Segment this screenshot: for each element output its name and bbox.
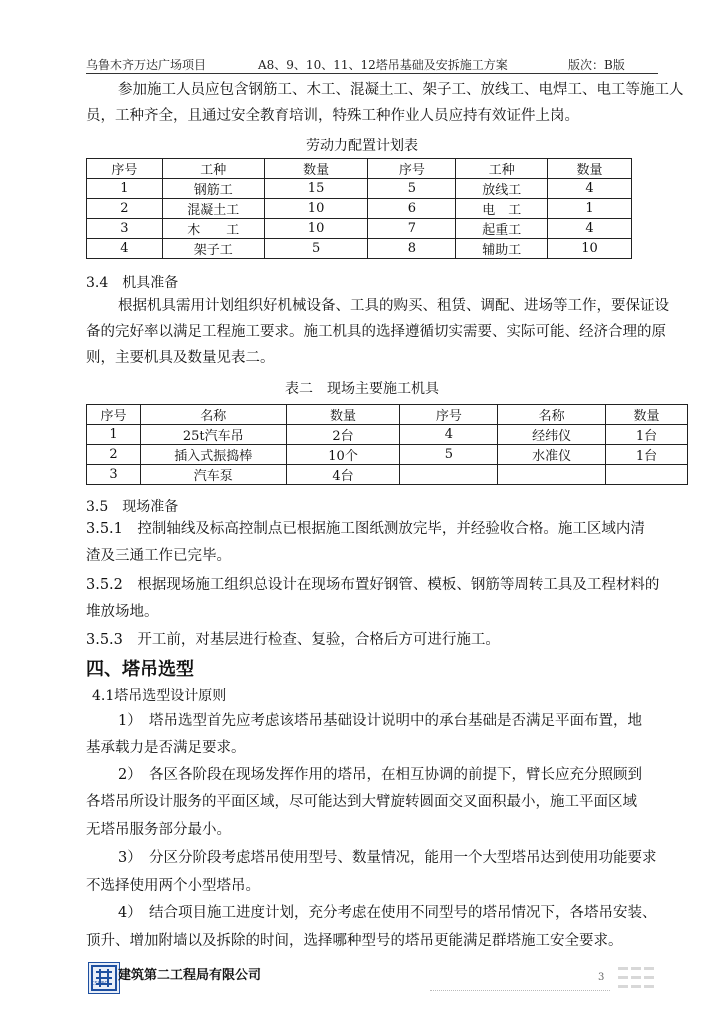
s4-item4-line-1: 4） 结合项目施工进度计划，充分考虑在使用不同型号的塔吊情况下，各塔吊安装、 xyxy=(118,905,657,921)
section-4-1-heading: 4.1塔吊选型设计原则 xyxy=(92,688,227,704)
header-cell: 序号 xyxy=(87,159,163,179)
s4-item2-line-2: 各塔吊所设计服务的平面区域，尽可能达到大臂旋转圆面交叉面积最小，施工平面区域 xyxy=(86,794,637,810)
table-cell: 木 工 xyxy=(162,219,264,239)
labor-header-row xyxy=(87,159,632,179)
intro-line-1: 参加施工人员应包含钢筋工、木工、混凝土工、架子工、放线工、电焊工、电工等施工人 xyxy=(118,82,684,98)
s4-item2-line-3: 无塔吊服务部分最小。 xyxy=(86,822,231,838)
page-number: 3 xyxy=(598,972,605,983)
table-cell: 1台 xyxy=(606,425,688,445)
equipment-row xyxy=(87,425,688,445)
footer-rule xyxy=(430,990,610,991)
s34-line-1: 根据机具需用计划组织好机械设备、工具的购买、租赁、调配、进场等工作，要保证设 xyxy=(118,298,669,314)
table-cell: 钢筋工 xyxy=(162,179,264,199)
equipment-table xyxy=(86,404,688,485)
s35-p1-line-1: 3.5.1 控制轴线及标高控制点已根据施工图纸测放完毕，并经验收合格。施工区域内清 xyxy=(86,521,645,537)
table-cell: 10 xyxy=(264,199,368,219)
footer-company: 建筑第二工程局有限公司 xyxy=(118,968,262,983)
labor-table xyxy=(86,158,632,259)
table-cell: 汽车泵 xyxy=(140,465,286,485)
table-cell: 插入式振捣棒 xyxy=(140,445,286,465)
table-cell: 3 xyxy=(87,219,163,239)
header-doc-title: A8、9、10、11、12塔吊基础及安拆施工方案 xyxy=(258,58,508,72)
table-cell: 放线工 xyxy=(456,179,548,199)
table-cell: 2 xyxy=(87,199,163,219)
s4-item1-line-2: 基承载力是否满足要求。 xyxy=(86,740,246,756)
table-cell: 8 xyxy=(368,239,456,259)
header-cell: 工种 xyxy=(456,159,548,179)
labor-row xyxy=(87,199,632,219)
table-cell: 2台 xyxy=(286,425,400,445)
s4-item2-line-1: 2） 各区各阶段在现场发挥作用的塔吊，在相互协调的前提下，臂长应充分照顾到 xyxy=(118,767,642,783)
logo-text: CSCEC xyxy=(91,981,108,987)
table-cell: 辅助工 xyxy=(456,239,548,259)
header-cell: 数量 xyxy=(286,405,400,425)
table-cell: 5 xyxy=(400,445,498,465)
s35-p1-line-2: 渣及三通工作已完毕。 xyxy=(86,548,231,564)
header-cell: 名称 xyxy=(498,405,606,425)
labor-row xyxy=(87,239,632,259)
table-cell: 1 xyxy=(87,425,141,445)
table-cell xyxy=(606,465,688,485)
table-cell xyxy=(498,465,606,485)
s35-p2-line-1: 3.5.2 根据现场施工组织总设计在现场布置好钢管、模板、钢筋等周转工具及工程材料的 xyxy=(86,577,660,593)
header-cell: 工种 xyxy=(162,159,264,179)
header-cell: 数量 xyxy=(548,159,632,179)
s4-item3-line-2: 不选择使用两个小型塔吊。 xyxy=(86,878,260,894)
equipment-row xyxy=(87,445,688,465)
section-4-title: 四、塔吊选型 xyxy=(86,659,194,680)
s4-item1-line-1: 1） 塔吊选型首先应考虑该塔吊基础设计说明中的承台基础是否满足平面布置，地 xyxy=(118,713,642,729)
table1-caption: 劳动力配置计划表 xyxy=(306,138,418,154)
table2-caption: 表二 现场主要施工机具 xyxy=(285,381,439,397)
labor-row xyxy=(87,179,632,199)
header-project: 乌鲁木齐万达广场项目 xyxy=(86,58,207,72)
table-cell: 1台 xyxy=(606,445,688,465)
header-cell: 数量 xyxy=(606,405,688,425)
table-cell: 5 xyxy=(264,239,368,259)
s4-item3-line-1: 3） 分区分阶段考虑塔吊使用型号、数量情况，能用一个大型塔吊达到使用功能要求 xyxy=(118,850,657,866)
company-logo xyxy=(88,962,120,994)
header-cell: 名称 xyxy=(140,405,286,425)
table-cell: 25t汽车吊 xyxy=(140,425,286,445)
table-cell: 4 xyxy=(87,239,163,259)
table-cell: 水准仪 xyxy=(498,445,606,465)
header-cell: 数量 xyxy=(264,159,368,179)
header-version: 版次：B版 xyxy=(568,58,625,72)
table-cell: 2 xyxy=(87,445,141,465)
table-cell: 1 xyxy=(548,199,632,219)
footer-stripes-icon xyxy=(616,964,656,992)
table-cell: 10个 xyxy=(286,445,400,465)
table-cell: 4 xyxy=(548,179,632,199)
equipment-row xyxy=(87,465,688,485)
s34-line-2: 备的完好率以满足工程施工要求。施工机具的选择遵循切实需要、实际可能、经济合理的原 xyxy=(86,324,666,340)
header-cell: 序号 xyxy=(87,405,141,425)
intro-line-2: 员，工种齐全，且通过安全教育培训，特殊工种作业人员应持有效证件上岗。 xyxy=(86,108,579,124)
table-cell: 10 xyxy=(548,239,632,259)
table-cell: 6 xyxy=(368,199,456,219)
table-cell xyxy=(400,465,498,485)
table-cell: 混凝土工 xyxy=(162,199,264,219)
table-cell: 架子工 xyxy=(162,239,264,259)
cscec-logo-icon xyxy=(89,963,119,993)
table-cell: 4台 xyxy=(286,465,400,485)
table-cell: 5 xyxy=(368,179,456,199)
table-cell: 4 xyxy=(548,219,632,239)
s35-p2-line-2: 堆放场地。 xyxy=(86,604,159,620)
labor-row xyxy=(87,219,632,239)
footer-decoration xyxy=(616,964,656,992)
table-cell: 10 xyxy=(264,219,368,239)
table-cell: 7 xyxy=(368,219,456,239)
section-3-4-heading: 3.4 机具准备 xyxy=(86,275,179,291)
table-cell: 15 xyxy=(264,179,368,199)
table-cell: 起重工 xyxy=(456,219,548,239)
equipment-header-row xyxy=(87,405,688,425)
table-cell: 经纬仪 xyxy=(498,425,606,445)
table-cell: 3 xyxy=(87,465,141,485)
table-cell: 1 xyxy=(87,179,163,199)
s34-line-3: 则，主要机具及数量见表二。 xyxy=(86,350,275,366)
table-cell: 电 工 xyxy=(456,199,548,219)
header-cell: 序号 xyxy=(400,405,498,425)
header-cell: 序号 xyxy=(368,159,456,179)
s4-item4-line-2: 顶升、增加附墙以及拆除的时间，选择哪种型号的塔吊更能满足群塔施工安全要求。 xyxy=(86,933,623,949)
s35-p3-line-1: 3.5.3 开工前，对基层进行检查、复验，合格后方可进行施工。 xyxy=(86,632,500,648)
table-cell: 4 xyxy=(400,425,498,445)
section-3-5-heading: 3.5 现场准备 xyxy=(86,499,179,515)
header-divider xyxy=(86,73,658,74)
